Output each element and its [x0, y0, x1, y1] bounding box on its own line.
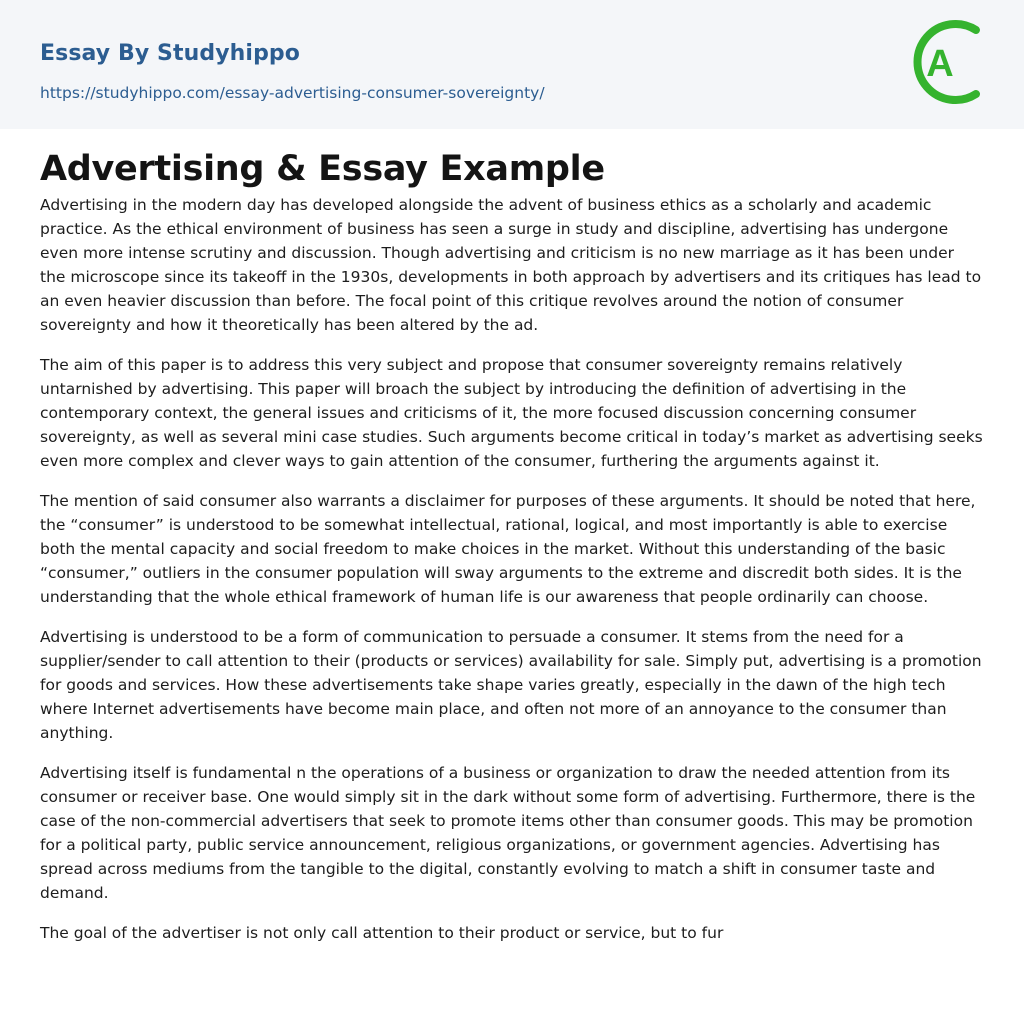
logo-letter: A — [926, 43, 954, 85]
article-paragraph: The aim of this paper is to address this very subject and propose that consumer sovereignty remains relatively untarnished by advertising. This paper will broach the subject by introducing the definition of advertising in the contemporary context, the general issues and criticisms of it, the more focused discussion concerning consumer sovereignty, as well as several mini case studies. Such arguments become critical in today’s market as advertising seeks even more complex and clever ways to gain attention of the consumer, furthering the arguments against it. — [40, 356, 983, 470]
article-paragraph: Advertising in the modern day has developed alongside the advent of business ethics as a scholarly and academic practice. As the ethical environment of business has seen a surge in study and discipline, advertising has undergone even more intense scrutiny and discussion. Though advertising and criticism is no new marriage as it has been under the microscope since its takeoff in the 1930s, developments in both approach by advertisers and its critiques has lead to an even heavier discussion than before. The focal point of this critique revolves around the notion of consumer sovereignty and how it theoretically has been altered by the ad. — [40, 196, 982, 334]
studyhippo-logo-icon[interactable] — [908, 18, 988, 106]
page-title: Advertising & Essay Example — [40, 149, 605, 189]
site-header — [0, 0, 1024, 129]
article — [40, 129, 984, 961]
source-url-link[interactable]: https://studyhippo.com/essay-advertising-consumer-sovereignty/ — [40, 84, 545, 102]
article-paragraph: Advertising itself is fundamental n the operations of a business or organization to draw the needed attention from its consumer or receiver base. One would simply sit in the dark without some form of advertising. Furthermore, there is the case of the non-commercial advertisers that seek to promote items other than consumer goods. This may be promotion for a political party, public service announcement, religious organizations, or government agencies. Advertising has spread across mediums from the tangible to the digital, constantly evolving to match a shift in consumer taste and demand. — [40, 764, 976, 902]
article-paragraph: The mention of said consumer also warrants a disclaimer for purposes of these arguments. It should be noted that here, the “consumer” is understood to be somewhat intellectual, rational, logical, and most importantly is able to exercise both the mental capacity and social freedom to make choices in the market. Without this understanding of the basic “consumer,” outliers in the consumer population will sway arguments to the extreme and discredit both sides. It is the understanding that the whole ethical framework of human life is our awareness that people ordinarily can choose. — [40, 492, 976, 606]
article-paragraph: Advertising is understood to be a form of communication to persuade a consumer. It stems from the need for a supplier/sender to call attention to their (products or services) availability for sale. Simply put, advertising is a promotion for goods and services. How these advertisements take shape varies greatly, especially in the dawn of the high tech where Internet advertisements have become main place, and often not more of an annoyance to the consumer than anything. — [40, 628, 982, 742]
article-paragraph: The goal of the advertiser is not only call attention to their product or service, but to fur — [40, 924, 724, 942]
site-brand[interactable]: Essay By Studyhippo — [40, 41, 300, 66]
